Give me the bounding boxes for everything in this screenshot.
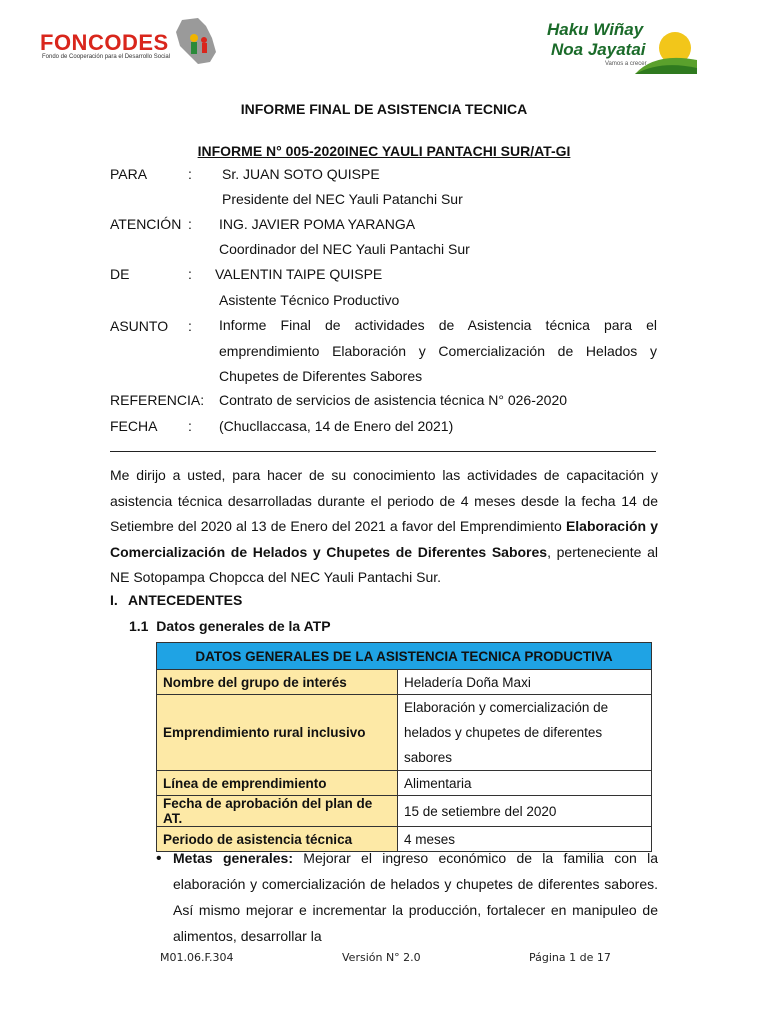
- referencia-label: REFERENCIA:: [110, 392, 205, 408]
- intro-text-part1: Me dirijo a usted, para hacer de su conocimiento las actividades de capacitación y asistencia técnica desarrolladas durante el periodo de 4 meses desde la fecha 14 de Setiembre del 2020 al 13 de Enero del 2021 a favor del Emprendimiento: [110, 467, 658, 534]
- de-name: VALENTIN TAIPE QUISPE: [215, 266, 383, 282]
- haku-winay-line1: Haku Wiñay: [547, 20, 644, 39]
- table-row: [157, 771, 652, 796]
- de-label: DE: [110, 266, 130, 282]
- intro-text-part2: , perteneciente al NE Sotopampa Chopcca del NEC Yauli Pantachi Sur.: [110, 543, 659, 585]
- bullet-icon: •: [156, 850, 162, 867]
- de-colon: :: [188, 266, 192, 282]
- foncodes-logo: [40, 16, 220, 68]
- atencion-label: ATENCIÓN: [110, 216, 182, 232]
- para-label: PARA: [110, 166, 148, 182]
- section-title: ANTECEDENTES: [128, 592, 243, 608]
- table-label: Periodo de asistencia técnica: [157, 827, 398, 852]
- asunto-label: ASUNTO: [110, 318, 169, 334]
- atencion-role: Coordinador del NEC Yauli Pantachi Sur: [219, 241, 470, 257]
- section-heading-antecedentes: [110, 592, 242, 608]
- para-name: Sr. JUAN SOTO QUISPE: [222, 166, 380, 182]
- table-header-row: [157, 643, 652, 670]
- foncodes-logo-text: FONCODES: [40, 30, 169, 55]
- metas-label: Metas generales:: [173, 850, 294, 866]
- table-value: 15 de setiembre del 2020: [398, 796, 652, 827]
- referencia-text: Contrato de servicios de asistencia técnica N° 026-2020: [219, 392, 568, 408]
- subsection-heading-datos: [129, 618, 331, 634]
- haku-winay-logo: [545, 18, 700, 74]
- atencion-name: ING. JAVIER POMA YARANGA: [219, 216, 416, 232]
- atencion-colon: :: [188, 216, 192, 232]
- atp-data-table: [156, 642, 652, 852]
- intro-text-bold: Elaboración y Comercialización de Helados y Chupetes de Diferentes Sabores: [110, 518, 658, 560]
- para-role: Presidente del NEC Yauli Patanchi Sur: [222, 191, 463, 207]
- fecha-colon: :: [188, 418, 192, 434]
- table-label: Fecha de aprobación del plan de AT.: [157, 796, 398, 827]
- de-role: Asistente Técnico Productivo: [219, 292, 400, 308]
- haku-winay-line2: Noa Jayatai: [551, 40, 646, 59]
- asunto-text: Informe Final de actividades de Asistencia técnica para el emprendimiento Elaboración y Comercialización de Helados y Chupetes de Diferentes Sabores: [219, 317, 657, 384]
- header-divider: [110, 451, 656, 452]
- table-value: 4 meses: [398, 827, 652, 852]
- metas-generales-paragraph: [173, 845, 658, 949]
- asunto-colon: :: [188, 318, 192, 334]
- table-row: [157, 670, 652, 695]
- table-header: DATOS GENERALES DE LA ASISTENCIA TECNICA PRODUCTIVA: [157, 643, 652, 670]
- footer-page-number: Página 1 de 17: [529, 951, 611, 964]
- metas-text: Mejorar el ingreso económico de la familia con la elaboración y comercialización de helados y chupetes de diferentes sabores. Así mismo mejorar e incrementar la producción, fortalecer en manipuleo de alimentos, desarrollar la: [173, 850, 659, 944]
- subsection-title: Datos generales de la ATP: [156, 618, 331, 634]
- footer-code: M01.06.F.304: [160, 951, 234, 964]
- table-value: Heladería Doña Maxi: [398, 670, 652, 695]
- footer-version: Versión N° 2.0: [342, 951, 421, 964]
- peru-map-icon: [172, 16, 220, 66]
- section-number: I.: [110, 592, 118, 608]
- table-row: [157, 796, 652, 827]
- table-label: Línea de emprendimiento: [157, 771, 398, 796]
- table-label: Emprendimiento rural inclusivo: [157, 695, 398, 771]
- para-colon: :: [188, 166, 192, 182]
- table-row: [157, 695, 652, 771]
- report-number: INFORME N° 005-2020INEC YAULI PANTACHI SUR/AT-GI: [197, 143, 571, 159]
- table-label: Nombre del grupo de interés: [157, 670, 398, 695]
- fecha-text: (Chucllaccasa, 14 de Enero del 2021): [219, 418, 454, 434]
- fecha-label: FECHA: [110, 418, 158, 434]
- table-value: Alimentaria: [398, 771, 652, 796]
- foncodes-logo-subtitle: Fondo de Cooperación para el Desarrollo Social: [42, 54, 171, 60]
- haku-winay-tagline: Vamos a crecer: [605, 61, 647, 67]
- table-value: Elaboración y comercialización de helados y chupetes de diferentes sabores: [398, 695, 652, 771]
- intro-paragraph: [110, 463, 658, 591]
- document-title: INFORME FINAL DE ASISTENCIA TECNICA: [240, 101, 528, 117]
- subsection-number: 1.1: [129, 618, 149, 634]
